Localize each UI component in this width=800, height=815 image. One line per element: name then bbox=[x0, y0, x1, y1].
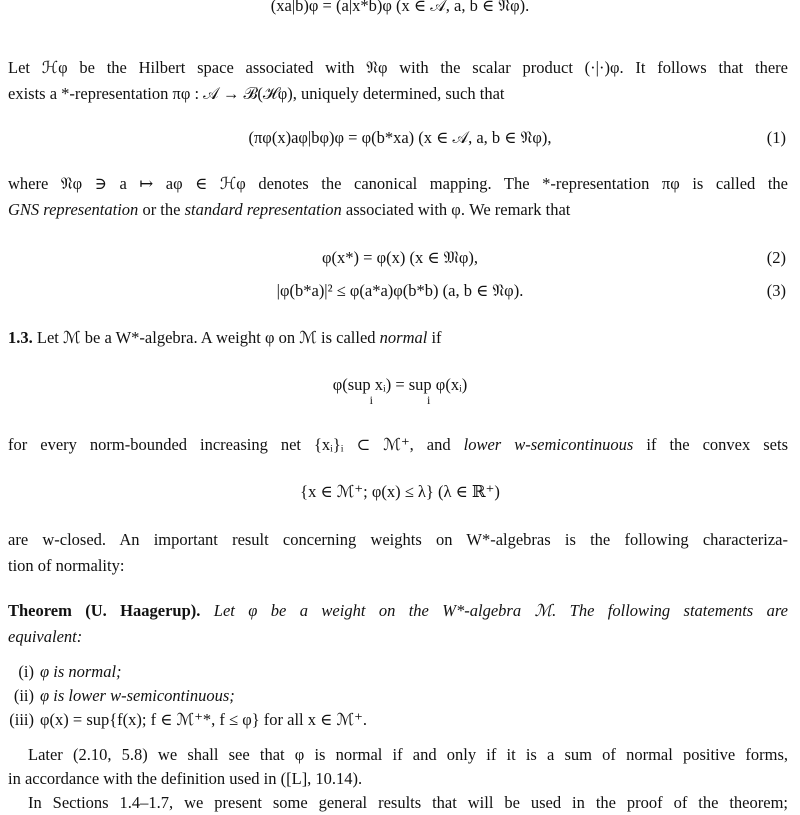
theorem-item-2 bbox=[0, 683, 235, 708]
normal-term: normal bbox=[379, 328, 428, 347]
equation-top-body: (xa|b)φ = (a|x*b)φ (x ∈ 𝒜, a, b ∈ 𝔑φ). bbox=[270, 0, 530, 15]
theorem-line-2 bbox=[8, 624, 788, 649]
paragraph-2-line-1: where 𝔑φ ∋ a ↦ aφ ∈ ℋφ denotes the canonical mapping. The *-representation πφ is called the bbox=[8, 174, 788, 193]
item-2-text: φ is lower w-semicontinuous; bbox=[40, 686, 235, 705]
paragraph-1-line-1: Let ℋφ be the Hilbert space associated with 𝔑φ with the scalar product (·|·)φ. It follows that there bbox=[8, 58, 788, 77]
equation-3-body: |φ(b*a)|² ≤ φ(a*a)φ(b*b) (a, b ∈ 𝔑φ). bbox=[276, 281, 524, 300]
theorem-item-3 bbox=[0, 707, 367, 732]
theorem-heading: Theorem (U. Haagerup). bbox=[8, 601, 201, 620]
theorem-item-1 bbox=[0, 659, 122, 684]
item-2-label: (ii) bbox=[13, 686, 34, 705]
paragraph-5-line-2: in accordance with the definition used in ([L], 10.14). bbox=[8, 769, 363, 788]
theorem-text-2: equivalent: bbox=[8, 627, 83, 646]
paragraph-4-line-1: are w-closed. An important result concerning weights on W*-algebras is the following characteriza- bbox=[8, 530, 788, 549]
equation-1-number: (1) bbox=[766, 128, 786, 147]
theorem-line-1 bbox=[8, 598, 788, 623]
section-1-3-text-c: if bbox=[427, 328, 442, 347]
section-number: 1.3. bbox=[8, 328, 33, 347]
equation-set-body: {x ∈ ℳ⁺; φ(x) ≤ λ} (λ ∈ ℝ⁺) bbox=[300, 482, 500, 501]
paragraph-2-or: or the bbox=[138, 200, 185, 219]
paragraph-6-line-1: In Sections 1.4–1.7, we present some general results that will be used in the proof of the theorem; bbox=[28, 793, 788, 812]
paragraph-3-a: for every norm-bounded increasing net {xᵢ}ᵢ ⊂ ℳ⁺, and bbox=[8, 435, 464, 454]
paragraph-3-c: if the convex sets bbox=[633, 435, 788, 454]
equation-sup-subscript-text: i i bbox=[369, 393, 431, 407]
standard-representation-term: standard representation bbox=[184, 200, 342, 219]
paragraph-4-line-2: tion of normality: bbox=[8, 556, 125, 575]
paragraph-1-line-2: exists a *-representation πφ : 𝒜 → ℬ(ℋφ), uniquely determined, such that bbox=[8, 84, 505, 103]
item-1-text: φ is normal; bbox=[40, 662, 122, 681]
gns-representation-term: GNS representation bbox=[8, 200, 139, 219]
paragraph-3-line bbox=[8, 432, 788, 457]
section-1-3-line bbox=[8, 325, 788, 350]
section-1-3-text-a: Let ℳ be a W*-algebra. A weight φ on ℳ is called bbox=[32, 328, 380, 347]
equation-2-body: φ(x*) = φ(x) (x ∈ 𝔐φ), bbox=[322, 248, 478, 267]
paragraph-2-tail: associated with φ. We remark that bbox=[341, 200, 571, 219]
item-3-text: φ(x) = sup{f(x); f ∈ ℳ⁺*, f ≤ φ} for all x ∈ ℳ⁺. bbox=[40, 710, 367, 729]
item-3-label: (iii) bbox=[9, 710, 34, 729]
equation-sup-body: φ(sup xᵢ) = sup φ(xᵢ) bbox=[332, 375, 468, 394]
equation-3-number: (3) bbox=[766, 281, 786, 300]
paragraph-2-line-2 bbox=[8, 197, 788, 222]
equation-1-body: (πφ(x)aφ|bφ)φ = φ(b*xa) (x ∈ 𝒜, a, b ∈ 𝔑φ), bbox=[248, 128, 552, 147]
equation-2-number: (2) bbox=[766, 248, 786, 267]
lower-w-semicontinuous-term: lower w-semicontinuous bbox=[463, 435, 634, 454]
paragraph-5-line-1: Later (2.10, 5.8) we shall see that φ is normal if and only if it is a sum of normal positive forms, bbox=[28, 745, 788, 764]
theorem-text-1: Let φ be a weight on the W*-algebra ℳ. The following statements are bbox=[200, 601, 788, 620]
item-1-label: (i) bbox=[18, 662, 34, 681]
